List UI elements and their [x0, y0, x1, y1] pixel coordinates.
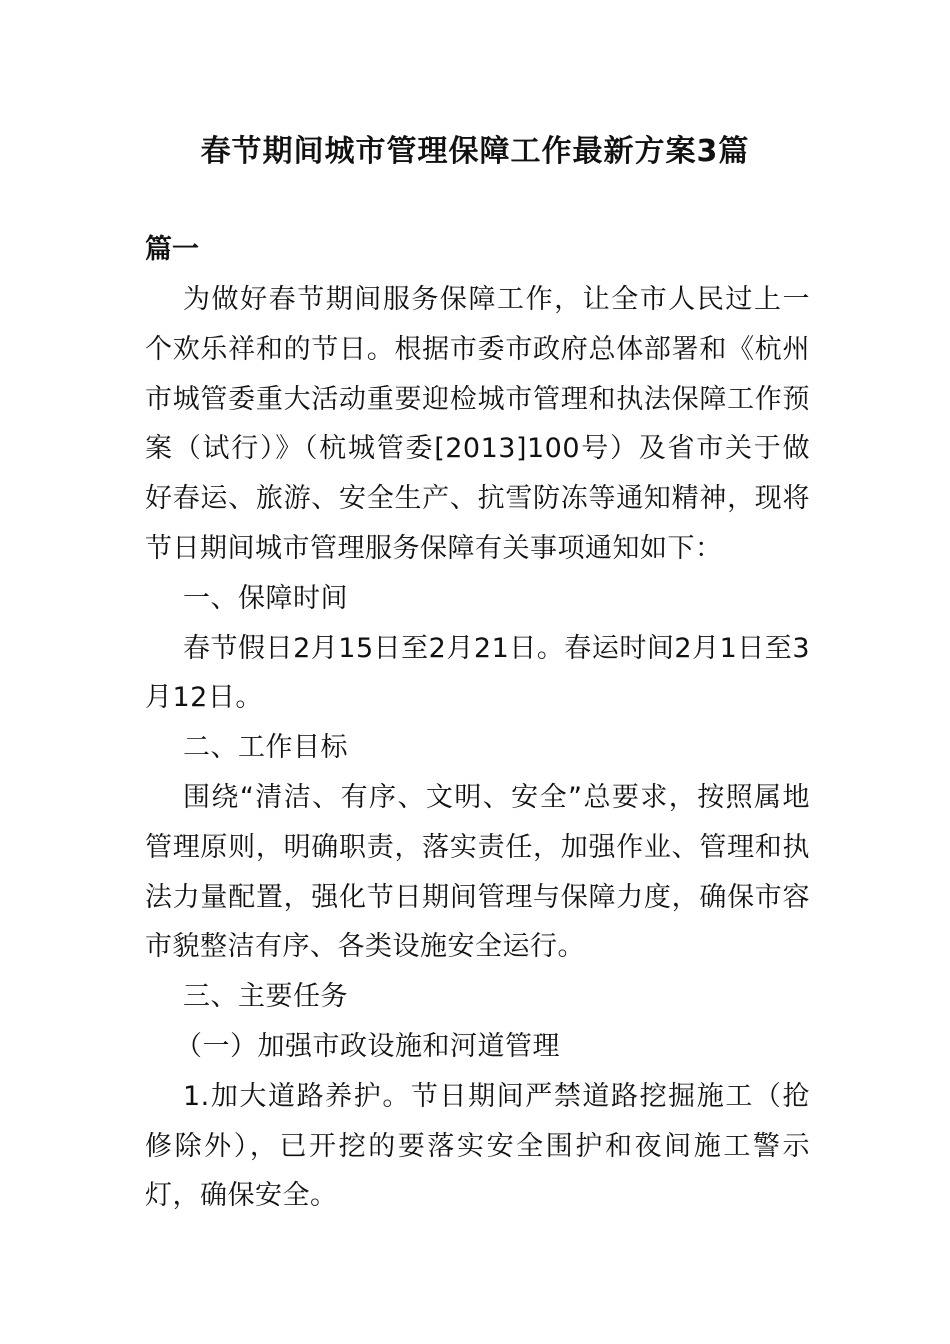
paragraph-heading-time: 一、保障时间 [183, 582, 348, 614]
paragraph-heading-tasks: 三、主要任务 [183, 981, 348, 1013]
paragraph-goal: 围绕“清洁、有序、文明、安全”总要求，按照属地管理原则，明确职责，落实责任，加强作业、管理和执法力量配置，强化节日期间管理与保障力度，确保市容市貌整洁有序、各类设施安全运行。 [145, 781, 810, 963]
paragraph-subheading: （一）加强市政设施和河道管理 [175, 1030, 560, 1062]
document-title: 春节期间城市管理保障工作最新方案3篇 [200, 134, 750, 169]
section-heading: 篇一 [145, 234, 199, 265]
document-body [145, 275, 810, 1221]
paragraph-task-1: 1.加大道路养护。节日期间严禁道路挖掘施工（抢修除外），已开挖的要落实安全围护和夜间施工警示灯，确保安全。 [145, 1080, 810, 1212]
paragraph-intro: 为做好春节期间服务保障工作，让全市人民过上一个欢乐祥和的节日。根据市委市政府总体部署和《杭州市城管委重大活动重要迎检城市管理和执法保障工作预案（试行）》（杭城管委[2013]100号）及省市关于做好春运、旅游、安全生产、抗雪防冻等通知精神，现将节日期间城市管理服务保障有关事项通知如下： [145, 284, 810, 564]
paragraph-time: 春节假日2月15日至2月21日。春运时间2月1日至3月12日。 [145, 632, 810, 714]
paragraph-heading-goal: 二、工作目标 [183, 732, 348, 764]
